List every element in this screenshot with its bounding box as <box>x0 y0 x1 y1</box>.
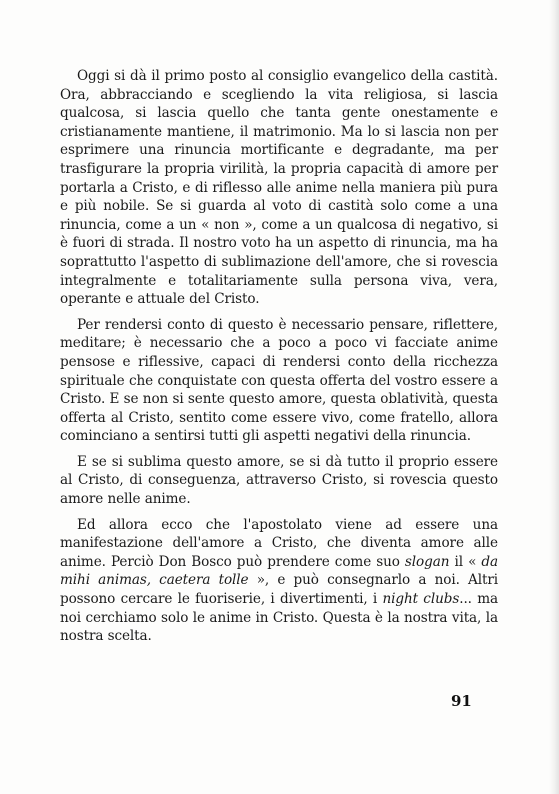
body-text <box>60 67 498 653</box>
paragraph-4-text-c: », e può consegnarlo a noi. Altri possono cercare le fuoriserie, i divertimenti, i <box>60 572 498 608</box>
page-number: 91 <box>451 692 472 710</box>
paragraph-3-text: E se si sublima questo amore, se si dà tutto il proprio essere al Cristo, di conseguenza, attraverso Cristo, si rovescia questo amore nelle anime. <box>60 453 498 508</box>
paragraph-2-text: Per rendersi conto di questo è necessario pensare, riflettere, meditare; è necessario che a poco a poco vi facciate anime pensose e riflessive, capaci di rendersi conto della ricchezza spirituale che conquistate con questa offerta del vostro essere a Cristo. E se non si sente questo amore, questa oblatività, questa offerta al Cristo, sentito come essere vivo, come fratello, allora cominciano a sentirsi tutti gli aspetti negativi della rinuncia. <box>60 316 498 445</box>
paragraph-1-text: Oggi si dà il primo posto al consiglio evangelico della castità. Ora, abbracciando e scegliendo la vita religiosa, si lascia qualcosa, si lascia quello che tanta gente onestamente e cristianamente mantiene, il matrimonio. Ma lo si lascia non per esprimere una rinuncia mortificante e degradante, ma per trasfigurare la propria virilità, la propria capacità di amore per portarla a Cristo, e di riflesso alle anime nella maniera più pura e più nobile. Se si guarda al voto di castità solo come a una rinuncia, come a un « non », come a un qualcosa di negativo, si è fuori di strada. Il nostro voto ha un aspetto di rinuncia, ma ha soprattutto l'aspetto di sublimazione dell'amore, che si rovescia integralmente e totalitariamente sulla persona viva, vera, operante e attuale del Cristo. <box>60 68 498 308</box>
night-clubs-phrase: night clubs <box>382 591 460 608</box>
latin-motto: da mihi animas, caetera tolle <box>60 553 498 589</box>
paragraph-1 <box>60 67 498 309</box>
paragraph-4-text-d: ... ma noi cerchiamo solo le anime in Cristo. Questa è la nostra vita, la nostra scelta. <box>60 591 498 645</box>
paragraph-4 <box>60 516 498 646</box>
paragraph-4-text-b: il « <box>449 553 482 570</box>
page-edge-shadow <box>549 0 559 794</box>
paragraph-4-text-a: Ed allora ecco che l'apostolato viene ad essere una manifestazione dell'amore a Cristo, che diventa amore alle anime. Perciò Don Bosco può prendere come suo <box>60 516 498 570</box>
slogan-word: slogan <box>404 553 450 570</box>
paragraph-2 <box>60 316 498 446</box>
paragraph-3 <box>60 453 498 509</box>
